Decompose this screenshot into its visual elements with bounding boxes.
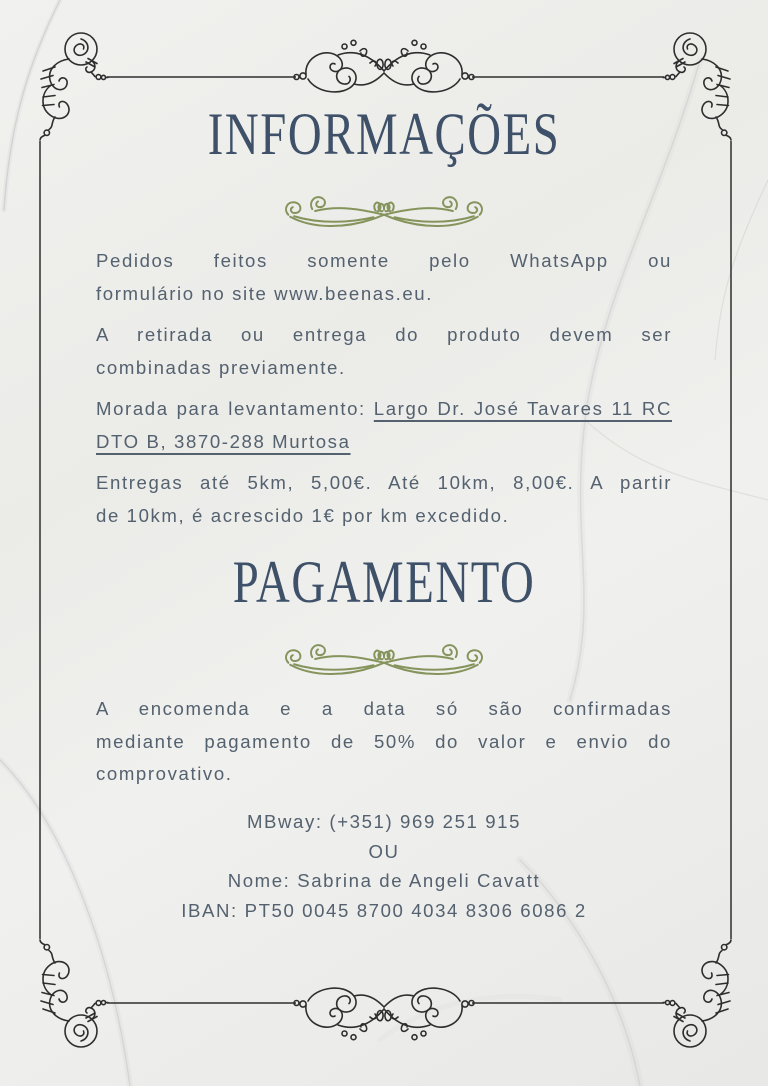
divider-flourish-icon [277,189,491,233]
payment-details [96,807,672,926]
section-title-pagamento: PAGAMENTO [232,549,536,616]
paragraph-morada [96,393,672,458]
bottom-scroll-flourish-icon [294,988,474,1040]
paragraph-entregas: Entregas até 5km, 5,00€. Até 10km, 8,00€. A partir de 10km, é acrescido 1€ por km excedido. [96,472,672,526]
pickup-address: Largo Dr. José Tavares 11 RC DTO B, 3870-288 Murtosa [96,398,672,452]
paragraph-pedidos: Pedidos feitos somente pelo WhatsApp ou formulário no site www.beenas.eu. [96,250,672,304]
pickup-address-label: Morada para levantamento: [96,398,374,420]
paragraph-confirmacao: A encomenda e a data só são confirmadas mediante pagamento de 50% do valor e envio do comprovativo. [96,698,672,785]
mbway-line: MBway: (+351) 969 251 915 [246,810,522,832]
paragraph-retirada: A retirada ou entrega do produto devem ser combinadas previamente. [96,324,672,378]
iban-line: IBAN: PT50 0045 8700 4034 8306 6086 2 [181,900,587,922]
divider-flourish-icon [277,637,491,681]
ou-separator: OU [368,840,400,862]
account-name-line: Nome: Sabrina de Angeli Cavatt [227,870,541,892]
section-title-informacoes: INFORMAÇÕES [207,101,561,167]
